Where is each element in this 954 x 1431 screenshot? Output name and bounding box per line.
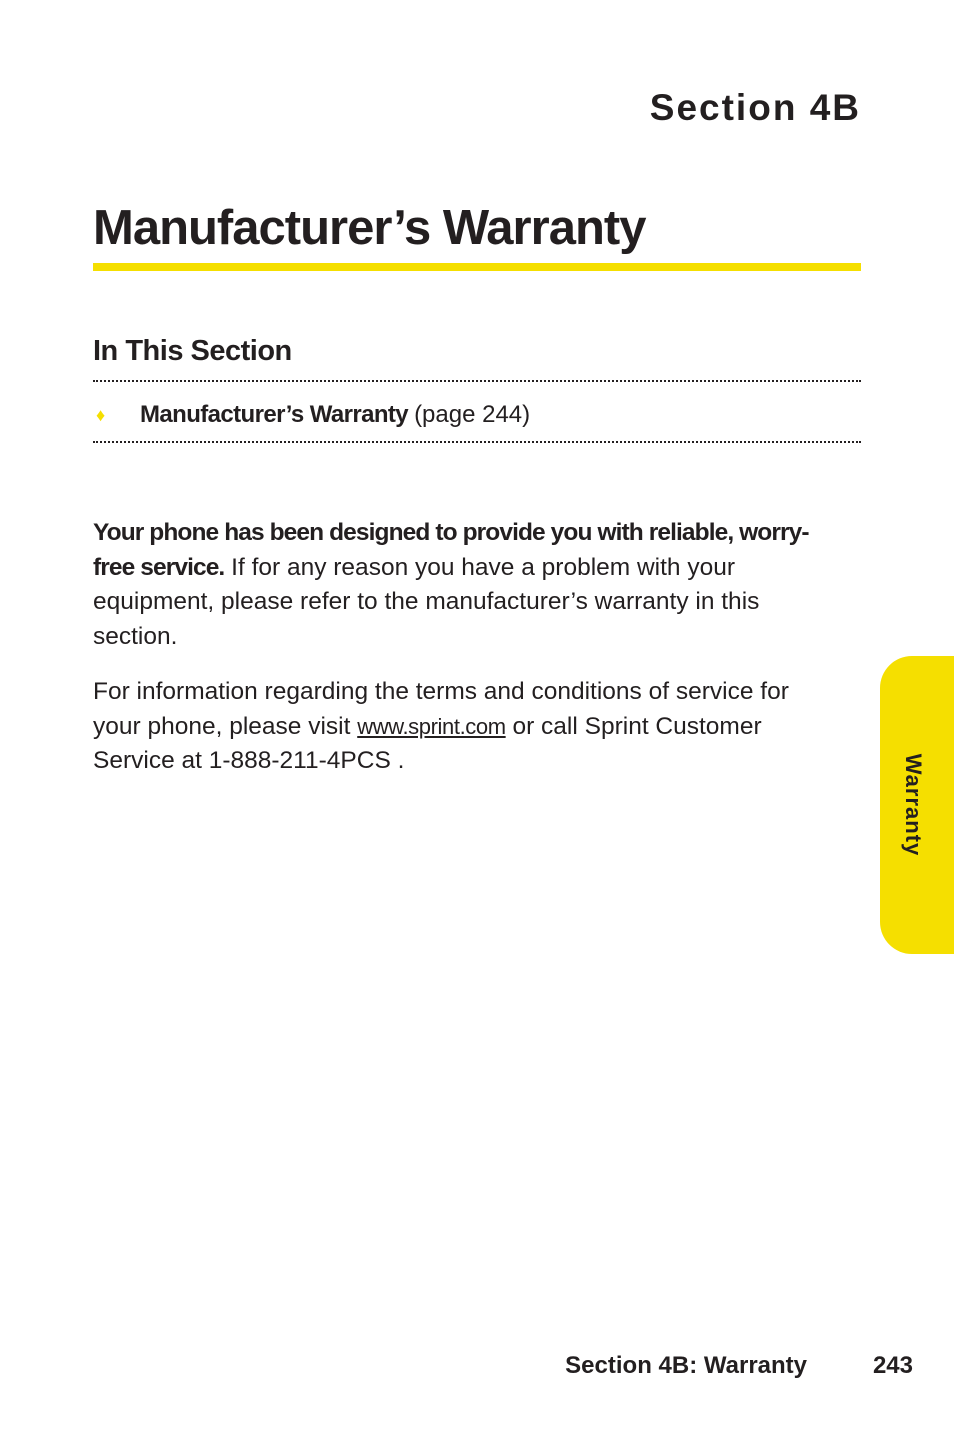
intro-text: If for any reason you have a problem with your equipment, please refer to the manufacturer’s warranty in this section. [93,553,760,650]
dotted-divider-bottom [93,441,861,443]
toc-item-page-ref: (page 244) [414,401,531,428]
side-tab-label: Warranty [901,753,926,857]
info-text-before: For information regarding the terms and conditions of service for your phone, please visit [93,678,789,740]
section-label: Section 4B [649,87,861,128]
toc-item[interactable] [96,398,530,432]
intro-paragraph [93,516,813,654]
diamond-bullet-icon: ♦ [96,404,106,425]
info-text-after: or call Sprint Customer Service at 1-888-211-4PCS . [93,712,762,774]
intro-lead: Your phone has been designed to provide you with reliable, worry-free service. [93,519,809,581]
in-this-section-heading: In This Section [93,335,292,367]
footer-section-title: Section 4B: Warranty [565,1352,807,1379]
sprint-website-link[interactable]: www.sprint.com [357,713,506,739]
dotted-divider-top [93,380,861,382]
footer-page-number: 243 [872,1352,913,1379]
title-underline [93,263,861,271]
toc-item-label[interactable]: Manufacturer’s Warranty [140,401,409,428]
page-title: Manufacturer’s Warranty [93,201,646,255]
info-paragraph [93,675,813,779]
